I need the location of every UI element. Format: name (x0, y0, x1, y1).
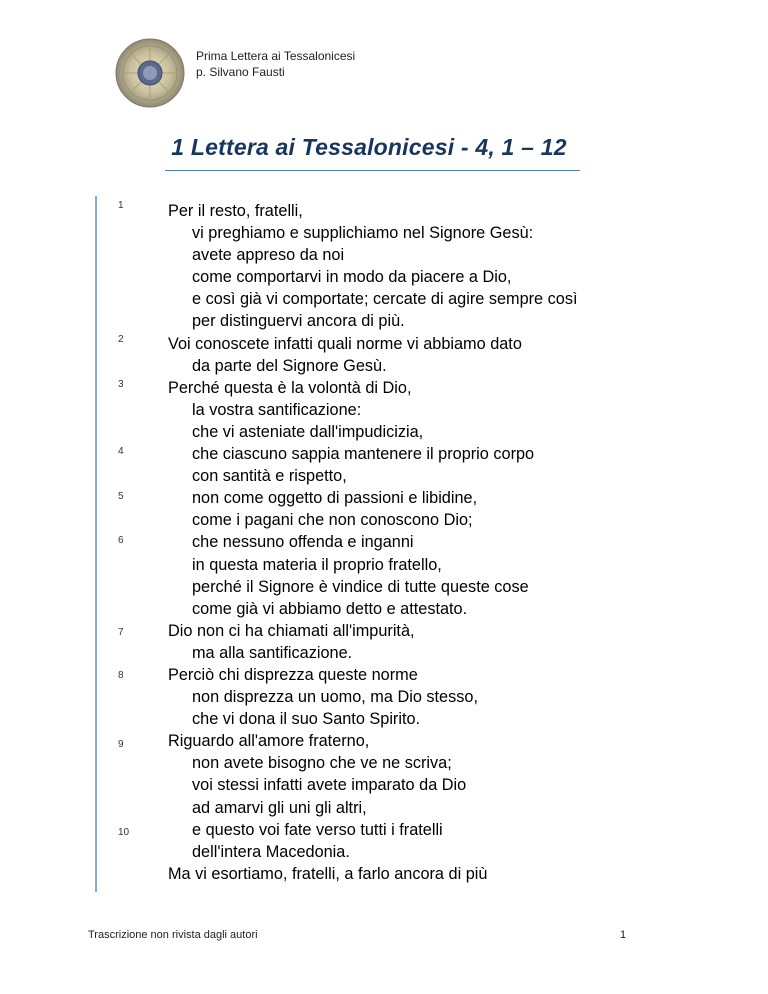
text-line: perché il Signore è vindice di tutte queste cose (192, 577, 529, 596)
margin-rule (95, 196, 97, 892)
header-author: p. Silvano Fausti (196, 65, 285, 79)
text-line: non avete bisogno che ve ne scriva; (192, 754, 452, 773)
text-line: da parte del Signore Gesù. (192, 356, 387, 375)
text-line: Perciò chi disprezza queste norme (168, 665, 418, 684)
text-line: con santità e rispetto, (192, 467, 347, 486)
text-line: voi stessi infatti avete imparato da Dio (192, 776, 467, 795)
verse-number: 2 (118, 334, 124, 345)
page-number: 1 (620, 929, 627, 941)
text-line: dell'intera Macedonia. (192, 842, 350, 861)
text-line: ma alla santificazione. (192, 643, 353, 662)
text-line: come comportarvi in modo da piacere a Dio, (192, 268, 512, 287)
text-line: che ciascuno sappia mantenere il proprio corpo (192, 445, 535, 464)
verse-number: 1 (118, 200, 124, 211)
text-line: che nessuno offenda e inganni (192, 533, 414, 552)
header-work-title: Prima Lettera ai Tessalonicesi (196, 49, 356, 63)
text-line: come già vi abbiamo detto e attestato. (192, 599, 468, 618)
text-line: Ma vi esortiamo, fratelli, a farlo ancora di più (168, 864, 488, 883)
verse-number: 10 (118, 827, 130, 838)
page-title-text: 1 Lettera ai Tessalonicesi - 4, 1 – 12 (171, 134, 567, 160)
text-line: non come oggetto di passioni e libidine, (192, 489, 478, 508)
text-line: Riguardo all'amore fraterno, (168, 732, 370, 751)
text-line: che vi asteniate dall'impudicizia, (192, 422, 424, 441)
text-line: Per il resto, fratelli, (168, 202, 303, 220)
text-line: vi preghiamo e supplichiamo nel Signore Gesù: (192, 224, 534, 243)
verse-number: 5 (118, 491, 124, 502)
text-line: la vostra santificazione: (192, 400, 362, 419)
verse-number: 3 (118, 379, 124, 390)
text-line: che vi dona il suo Santo Spirito. (192, 710, 421, 729)
text-line: Voi conoscete infatti quali norme vi abbiamo dato (168, 334, 522, 353)
footer-note: Trascrizione non rivista dagli autori (88, 929, 258, 941)
text-line: e questo voi fate verso tutti i fratelli (192, 820, 443, 839)
text-line: non disprezza un uomo, ma Dio stesso, (192, 688, 478, 707)
verse-number: 8 (118, 670, 124, 681)
verse-number: 4 (118, 446, 124, 457)
text-line: Perché questa è la volontà di Dio, (168, 378, 412, 397)
title-underline (165, 170, 580, 171)
verse-number: 9 (118, 739, 124, 750)
text-line: Dio non ci ha chiamati all'impurità, (168, 621, 415, 640)
text-line: avete appreso da noi (192, 246, 345, 265)
text-line: come i pagani che non conoscono Dio; (192, 511, 473, 530)
verse-number: 7 (118, 627, 124, 638)
text-line: ad amarvi gli uni gli altri, (192, 798, 367, 817)
document-header (196, 48, 355, 80)
text-line: in questa materia il proprio fratello, (192, 555, 442, 574)
page-title (0, 134, 768, 161)
scripture-text (168, 200, 578, 885)
jesuit-seal-icon (115, 38, 185, 108)
text-line: e così già vi comportate; cercate di agire sempre così (192, 290, 578, 309)
text-line: per distinguervi ancora di più. (192, 312, 405, 331)
verse-number: 6 (118, 535, 124, 546)
